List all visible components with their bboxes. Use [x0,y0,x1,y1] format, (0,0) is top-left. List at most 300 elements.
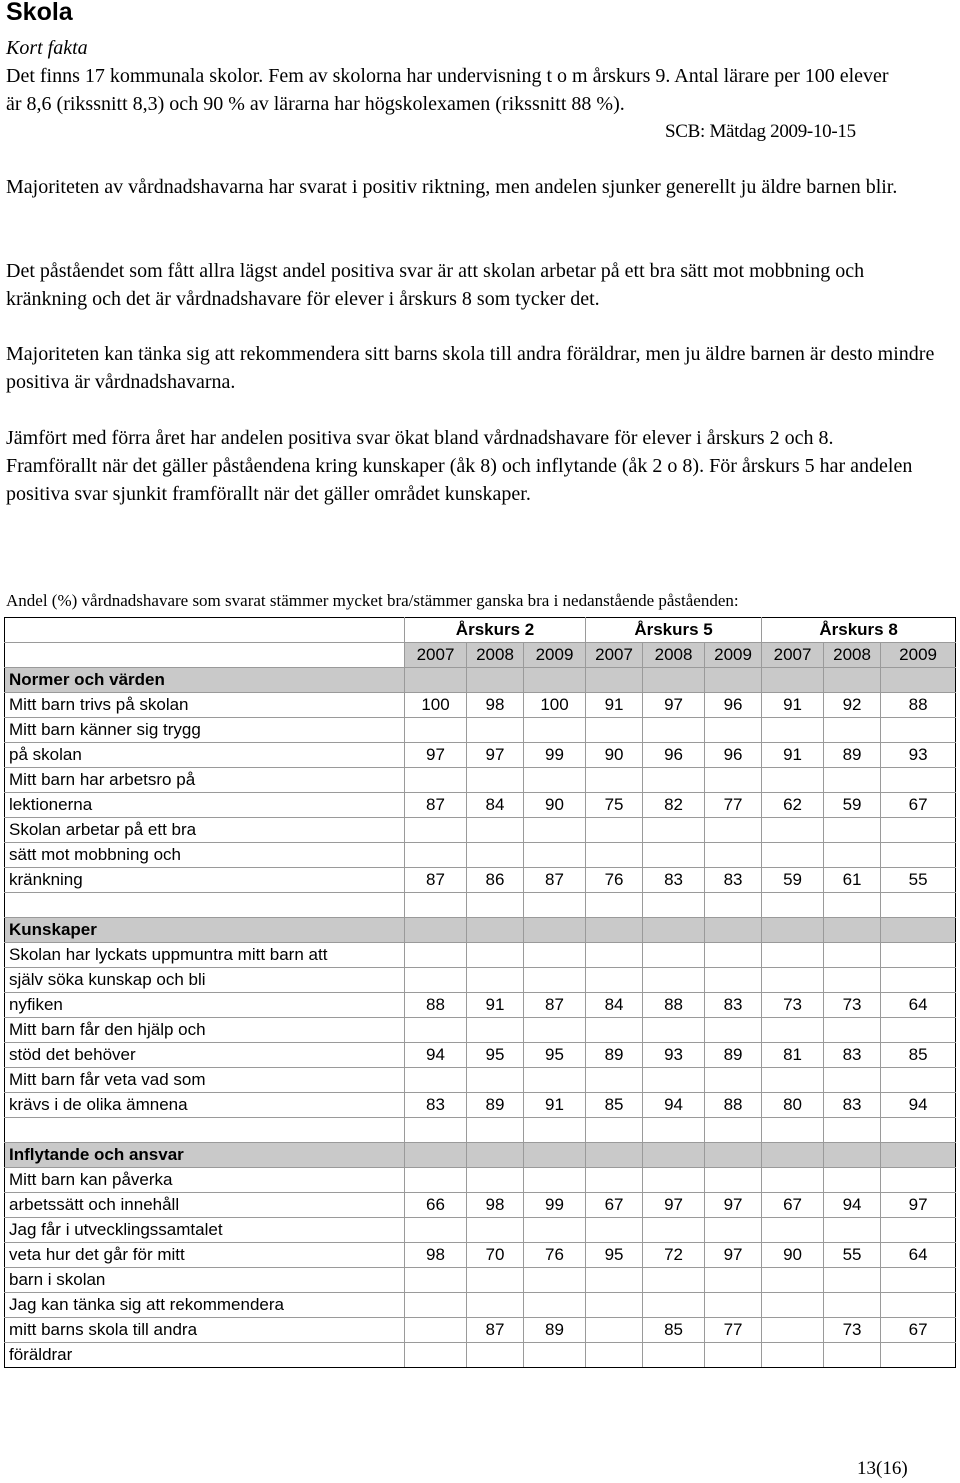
year-header: 2008 [824,643,881,668]
value-cell [586,843,643,868]
value-cell: 97 [643,693,705,718]
value-cell [881,1343,956,1368]
value-cell [524,1018,586,1043]
value-cell: 89 [524,1318,586,1343]
value-cell: 59 [824,793,881,818]
value-cell [405,818,467,843]
value-cell [881,768,956,793]
value-cell: 62 [762,793,824,818]
section-shade-cell [762,918,824,943]
value-cell [824,1018,881,1043]
value-cell [643,1343,705,1368]
value-cell: 87 [524,993,586,1018]
value-cell [467,1068,524,1093]
year-header: 2009 [524,643,586,668]
value-cell [705,718,762,743]
group-header: Årskurs 5 [586,618,762,643]
table-row [5,1268,956,1293]
year-header: 2007 [762,643,824,668]
value-cell [467,1293,524,1318]
spacer-cell [5,1118,405,1143]
table-row [5,718,956,743]
value-cell [405,1218,467,1243]
value-cell [762,1168,824,1193]
value-cell: 100 [405,693,467,718]
value-cell: 75 [586,793,643,818]
value-cell [824,843,881,868]
value-cell [524,1268,586,1293]
statement-label: kränkning [5,868,405,893]
table-row [5,943,956,968]
value-cell [405,968,467,993]
survey-table [4,617,956,1368]
paragraph-2: Det påståendet som fått allra lägst andel positiva svar är att skolan arbetar på ett bra sätt mot mobbning och kränkning och det är vårdnadshavare för elever i årskurs 8 som tycker det. [6,260,865,310]
statement-label: mitt barns skola till andra [5,1318,405,1343]
spacer-cell [705,1118,762,1143]
year-header: 2007 [586,643,643,668]
value-cell [705,768,762,793]
value-cell [643,943,705,968]
value-cell [586,1293,643,1318]
value-cell [524,943,586,968]
year-header: 2009 [705,643,762,668]
value-cell [643,1018,705,1043]
spacer-cell [524,893,586,918]
value-cell: 93 [881,743,956,768]
value-cell: 73 [824,1318,881,1343]
table-row [5,1343,956,1368]
value-cell [762,718,824,743]
value-cell [705,1343,762,1368]
value-cell [467,1018,524,1043]
section-shade-cell [643,668,705,693]
section-shade-cell [467,918,524,943]
facts-paragraph: Det finns 17 kommunala skolor. Fem av skolorna har undervisning t o m årskurs 9. Antal lärare per 100 elever är 8,6 (rikssnitt 8,3) och 90 % av lärarna har högskolexamen (rikssnitt 88 %). [6,65,889,115]
value-cell: 83 [824,1043,881,1068]
value-cell [824,718,881,743]
value-cell [705,1293,762,1318]
value-cell [405,1168,467,1193]
value-cell [467,1343,524,1368]
statement-label: Mitt barn får den hjälp och [5,1018,405,1043]
value-cell: 94 [881,1093,956,1118]
value-cell: 83 [643,868,705,893]
spacer-cell [524,1118,586,1143]
value-cell: 83 [824,1093,881,1118]
value-cell [881,818,956,843]
section-shade-cell [881,668,956,693]
table-row [5,1093,956,1118]
spacer-cell [643,893,705,918]
value-cell: 59 [762,868,824,893]
value-cell: 61 [824,868,881,893]
value-cell [467,818,524,843]
value-cell [762,818,824,843]
value-cell [881,1068,956,1093]
value-cell [824,1343,881,1368]
section-shade-cell [586,668,643,693]
section-shade-cell [467,1143,524,1168]
value-cell: 98 [467,693,524,718]
statement-label: barn i skolan [5,1268,405,1293]
table-row [5,868,956,893]
section-title: Normer och värden [5,668,405,693]
statement-label: själv söka kunskap och bli [5,968,405,993]
value-cell: 89 [467,1093,524,1118]
value-cell: 88 [643,993,705,1018]
value-cell: 77 [705,1318,762,1343]
value-cell: 72 [643,1243,705,1268]
value-cell: 97 [467,743,524,768]
value-cell: 92 [824,693,881,718]
value-cell [586,1318,643,1343]
section-title: Kunskaper [5,918,405,943]
header-blank-cell [5,618,405,643]
year-header: 2008 [467,643,524,668]
value-cell: 85 [881,1043,956,1068]
table-row [5,1193,956,1218]
value-cell: 97 [705,1193,762,1218]
value-cell [824,1268,881,1293]
value-cell: 70 [467,1243,524,1268]
value-cell [705,1018,762,1043]
table-row [5,968,956,993]
value-cell [762,843,824,868]
value-cell [643,1068,705,1093]
value-cell: 94 [824,1193,881,1218]
statement-label: Mitt barn har arbetsro på [5,768,405,793]
value-cell [824,1168,881,1193]
value-cell [586,818,643,843]
value-cell [643,768,705,793]
value-cell [586,1218,643,1243]
value-cell [467,843,524,868]
value-cell [643,1293,705,1318]
value-cell: 90 [524,793,586,818]
value-cell: 98 [467,1193,524,1218]
value-cell [586,768,643,793]
value-cell: 88 [705,1093,762,1118]
value-cell [705,1168,762,1193]
value-cell [467,968,524,993]
section-shade-cell [881,918,956,943]
value-cell: 89 [824,743,881,768]
value-cell: 84 [586,993,643,1018]
value-cell [762,968,824,993]
table-year-row [5,643,956,668]
page-heading: Skola [6,0,73,26]
value-cell: 67 [881,793,956,818]
value-cell: 55 [824,1243,881,1268]
statement-label: på skolan [5,743,405,768]
statement-label: Mitt barn får veta vad som [5,1068,405,1093]
value-cell [405,1293,467,1318]
section-shade-cell [762,1143,824,1168]
value-cell [586,1343,643,1368]
value-cell: 95 [467,1043,524,1068]
table-row [5,1018,956,1043]
value-cell: 87 [405,793,467,818]
value-cell [705,968,762,993]
value-cell [762,1318,824,1343]
value-cell: 66 [405,1193,467,1218]
value-cell [643,718,705,743]
value-cell: 76 [586,868,643,893]
value-cell: 86 [467,868,524,893]
statement-label: nyfiken [5,993,405,1018]
value-cell [762,768,824,793]
value-cell: 76 [524,1243,586,1268]
value-cell [762,1218,824,1243]
spacer-cell [881,1118,956,1143]
value-cell: 73 [762,993,824,1018]
value-cell [405,768,467,793]
section-shade-cell [824,668,881,693]
value-cell [586,968,643,993]
paragraph-4: Jämfört med förra året har andelen positiva svar ökat bland vårdnadshavare för elever i årskurs 2 och 8. Framförallt när det gäller påståendena kring kunskaper (åk 8) och inflytande (åk 2 o 8). För årskurs 5 har andelen positiva svar sjunkit framförallt när det gäller området kunskaper. [6,427,913,505]
statement-label: föräldrar [5,1343,405,1368]
value-cell: 87 [524,868,586,893]
value-cell [881,1293,956,1318]
value-cell [643,1218,705,1243]
section-header-row [5,1143,956,1168]
value-cell: 83 [705,868,762,893]
year-blank-cell [5,643,405,668]
value-cell: 64 [881,993,956,1018]
value-cell [881,1268,956,1293]
table-caption: Andel (%) vårdnadshavare som svarat stämmer mycket bra/stämmer ganska bra i nedanstående påståenden: [6,591,739,610]
spacer-cell [762,1118,824,1143]
value-cell [705,1218,762,1243]
value-cell: 83 [405,1093,467,1118]
value-cell [762,1343,824,1368]
value-cell: 87 [405,868,467,893]
value-cell: 67 [762,1193,824,1218]
value-cell: 91 [762,743,824,768]
value-cell [705,943,762,968]
year-header: 2007 [405,643,467,668]
value-cell: 97 [881,1193,956,1218]
value-cell [467,718,524,743]
value-cell [467,768,524,793]
value-cell: 94 [643,1093,705,1118]
value-cell: 84 [467,793,524,818]
value-cell [405,1268,467,1293]
value-cell [524,968,586,993]
value-cell [881,968,956,993]
value-cell [405,1318,467,1343]
value-cell: 96 [705,693,762,718]
statement-label: Skolan har lyckats uppmuntra mitt barn att [5,943,405,968]
section-shade-cell [405,1143,467,1168]
value-cell [467,1218,524,1243]
section-shade-cell [586,918,643,943]
statement-label: sätt mot mobbning och [5,843,405,868]
value-cell [524,768,586,793]
spacer-cell [405,1118,467,1143]
spacer-cell [824,893,881,918]
spacer-cell [762,893,824,918]
value-cell [524,718,586,743]
value-cell [881,1218,956,1243]
table-row [5,1068,956,1093]
year-header: 2008 [643,643,705,668]
value-cell [467,1268,524,1293]
value-cell [881,1018,956,1043]
value-cell: 81 [762,1043,824,1068]
spacer-row [5,893,956,918]
value-cell [643,818,705,843]
value-cell: 67 [881,1318,956,1343]
section-shade-cell [824,1143,881,1168]
value-cell [586,1268,643,1293]
value-cell: 95 [524,1043,586,1068]
value-cell: 88 [405,993,467,1018]
value-cell [405,843,467,868]
section-shade-cell [405,668,467,693]
value-cell [524,1293,586,1318]
statement-label: arbetssätt och innehåll [5,1193,405,1218]
section-shade-cell [705,1143,762,1168]
value-cell [762,1268,824,1293]
value-cell: 100 [524,693,586,718]
value-cell: 90 [762,1243,824,1268]
statement-label: Mitt barn trivs på skolan [5,693,405,718]
value-cell [762,1018,824,1043]
year-header: 2009 [881,643,956,668]
statement-label: lektionerna [5,793,405,818]
value-cell: 91 [586,693,643,718]
value-cell [881,1168,956,1193]
value-cell [643,1168,705,1193]
value-cell [824,968,881,993]
statement-label: Mitt barn känner sig trygg [5,718,405,743]
table-row [5,1168,956,1193]
value-cell: 73 [824,993,881,1018]
statement-label: Mitt barn kan påverka [5,1168,405,1193]
value-cell [643,968,705,993]
table-group-header-row [5,618,956,643]
survey-table-container [4,617,955,1392]
value-cell: 96 [643,743,705,768]
statement-label: veta hur det går för mitt [5,1243,405,1268]
spacer-cell [467,893,524,918]
value-cell: 91 [524,1093,586,1118]
spacer-cell [467,1118,524,1143]
value-cell [405,943,467,968]
section-shade-cell [762,668,824,693]
value-cell: 98 [405,1243,467,1268]
section-shade-cell [643,1143,705,1168]
value-cell [824,1068,881,1093]
spacer-cell [586,1118,643,1143]
paragraph-3: Majoriteten kan tänka sig att rekommendera sitt barns skola till andra föräldrar, men ju äldre barnen är desto mindre positiva är vårdnadshavarna. [6,343,935,393]
table-row [5,818,956,843]
value-cell [467,943,524,968]
table-row [5,1318,956,1343]
value-cell: 99 [524,743,586,768]
section-shade-cell [824,918,881,943]
value-cell [405,1068,467,1093]
value-cell: 94 [405,1043,467,1068]
value-cell [643,1268,705,1293]
table-row [5,1243,956,1268]
section-shade-cell [524,668,586,693]
section-title: Inflytande och ansvar [5,1143,405,1168]
value-cell [705,1068,762,1093]
section-shade-cell [705,668,762,693]
table-row [5,1218,956,1243]
spacer-cell [643,1118,705,1143]
value-cell: 97 [405,743,467,768]
value-cell: 89 [705,1043,762,1068]
value-cell: 64 [881,1243,956,1268]
spacer-cell [405,893,467,918]
spacer-cell [5,893,405,918]
paragraph-1: Majoriteten av vårdnadshavarna har svarat i positiv riktning, men andelen sjunker generellt ju äldre barnen blir. [6,176,898,198]
table-row [5,693,956,718]
value-cell [405,1018,467,1043]
value-cell [762,1068,824,1093]
value-cell [586,1068,643,1093]
table-row [5,993,956,1018]
source-note: SCB: Mätdag 2009-10-15 [665,121,856,142]
value-cell [762,943,824,968]
value-cell: 85 [586,1093,643,1118]
value-cell [405,718,467,743]
value-cell: 90 [586,743,643,768]
value-cell: 91 [467,993,524,1018]
statement-label: stöd det behöver [5,1043,405,1068]
group-header: Årskurs 8 [762,618,956,643]
statement-label: Jag kan tänka sig att rekommendera [5,1293,405,1318]
table-row [5,1043,956,1068]
value-cell [524,1343,586,1368]
section-shade-cell [467,668,524,693]
spacer-cell [824,1118,881,1143]
section-shade-cell [524,918,586,943]
statement-label: Jag får i utvecklingssamtalet [5,1218,405,1243]
value-cell [586,1018,643,1043]
statement-label: Skolan arbetar på ett bra [5,818,405,843]
spacer-cell [586,893,643,918]
value-cell: 93 [643,1043,705,1068]
value-cell [762,1293,824,1318]
value-cell: 95 [586,1243,643,1268]
value-cell [524,1168,586,1193]
value-cell [524,1218,586,1243]
value-cell [586,1168,643,1193]
section-shade-cell [586,1143,643,1168]
value-cell [824,1293,881,1318]
value-cell: 82 [643,793,705,818]
group-header: Årskurs 2 [405,618,586,643]
value-cell [705,1268,762,1293]
value-cell: 88 [881,693,956,718]
value-cell [881,718,956,743]
spacer-cell [881,893,956,918]
table-row [5,843,956,868]
value-cell: 67 [586,1193,643,1218]
value-cell: 99 [524,1193,586,1218]
value-cell [824,1218,881,1243]
section-shade-cell [524,1143,586,1168]
value-cell: 85 [643,1318,705,1343]
value-cell [705,818,762,843]
value-cell: 97 [705,1243,762,1268]
value-cell: 97 [643,1193,705,1218]
value-cell [586,943,643,968]
